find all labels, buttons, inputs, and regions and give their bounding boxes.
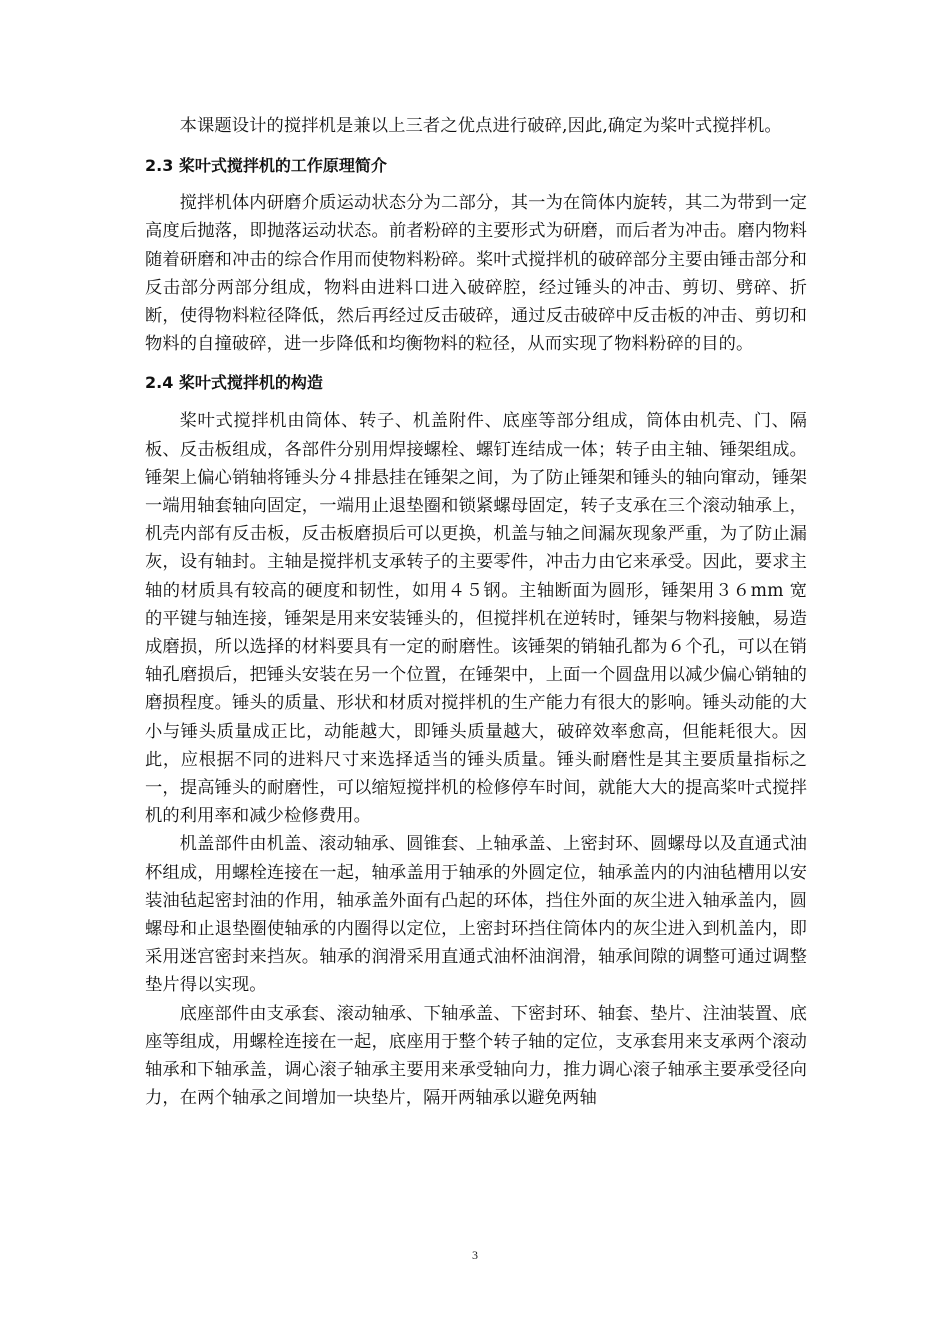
section-heading-2-3: 2.3 桨叶式搅拌机的工作原理简介 xyxy=(145,156,387,176)
intro-paragraph: 本课题设计的搅拌机是兼以上三者之优点进行破碎,因此,确定为桨叶式搅拌机。 xyxy=(179,116,782,136)
document-page xyxy=(145,112,807,1113)
section-2-4-paragraph-base: 底座部件由支承套、滚动轴承、下轴承盖、下密封环、轴套、垫片、注油装置、底座等组成，用螺栓连接在一起，底座用于整个转子轴的定位，支承套用来支承两个滚动轴承和下轴承盖，调心滚子轴承主要用来承受轴向力，推力调心滚子轴承主要承受径向力，在两个轴承之间增加一块垫片，隔开两轴承以避免两轴 xyxy=(145,1003,807,1109)
section-heading-2-4: 2.4 桨叶式搅拌机的构造 xyxy=(145,373,323,393)
section-2-4-paragraph-cover: 机盖部件由机盖、滚动轴承、圆锥套、上轴承盖、上密封环、圆螺母以及直通式油杯组成，用螺栓连接在一起，轴承盖用于轴承的外圆定位，轴承盖内的内油毡槽用以安装油毡起密封油的作用，轴承盖外面有凸起的环体，挡住外面的灰尘进入轴承盖内，圆螺母和止退垫圈使轴承的内圈得以定位，上密封环挡住筒体内的灰尘进入到机盖内，即采用迷宫密封来挡灰。轴承的润滑采用直通式油杯油润滑，轴承间隙的调整可通过调整垫片得以实现。 xyxy=(145,834,807,996)
section-2-4-paragraph-structure: 桨叶式搅拌机由筒体、转子、机盖附件、底座等部分组成，筒体由机壳、门、隔板、反击板组成，各部件分别用焊接螺栓、螺钉连结成一体；转子由主轴、锤架组成。锤架上偏心销轴将锤头分４排悬挂在锤架之间，为了防止锤架和锤头的轴向窜动，锤架一端用轴套轴向固定，一端用止退垫圈和锁紧螺母固定，转子支承在三个滚动轴承上，机壳内部有反击板，反击板磨损后可以更换，机盖与轴之间漏灰现象严重，为了防止漏灰，设有轴封。主轴是搅拌机支承转子的主要零件，冲击力由它来承受。因此，要求主轴的材质具有较高的硬度和韧性，如用４５钢。主轴断面为圆形，锤架用３６mm 宽的平键与轴连接，锤架是用来安装锤头的，但搅拌机在逆转时，锤架与物料接触，易造成磨损，所以选择的材料要具有一定的耐磨性。该锤架的销轴孔都为６个孔，可以在销轴孔磨损后，把锤头安装在另一个位置，在锤架中，上面一个圆盘用以减少偏心销轴的磨损程度。锤头的质量、形状和材质对搅拌机的生产能力有很大的影响。锤头动能的大小与锤头质量成正比，动能越大，即锤头质量越大，破碎效率愈高，但能耗很大。因此，应根据不同的进料尺寸来选择适当的锤头质量。锤头耐磨性是其主要质量指标之一，提高锤头的耐磨性，可以缩短搅拌机的检修停车时间，就能大大的提高桨叶式搅拌机的利用率和减少检修费用。 xyxy=(145,411,807,827)
section-2-3-paragraph: 搅拌机体内研磨介质运动状态分为二部分，其一为在筒体内旋转，其二为带到一定高度后抛落，即抛落运动状态。前者粉碎的主要形式为研磨，而后者为冲击。磨内物料随着研磨和冲击的综合作用而使物料粉碎。桨叶式搅拌机的破碎部分主要由锤击部分和反击部分两部分组成，物料由进料口进入破碎腔，经过锤头的冲击、剪切、劈碎、折断，使得物料粒径降低，然后再经过反击破碎，通过反击破碎中反击板的冲击、剪切和物料的自撞破碎，进一步降低和均衡物料的粒径，从而实现了物料粉碎的目的。 xyxy=(145,193,807,355)
page-number: 3 xyxy=(472,1248,478,1262)
